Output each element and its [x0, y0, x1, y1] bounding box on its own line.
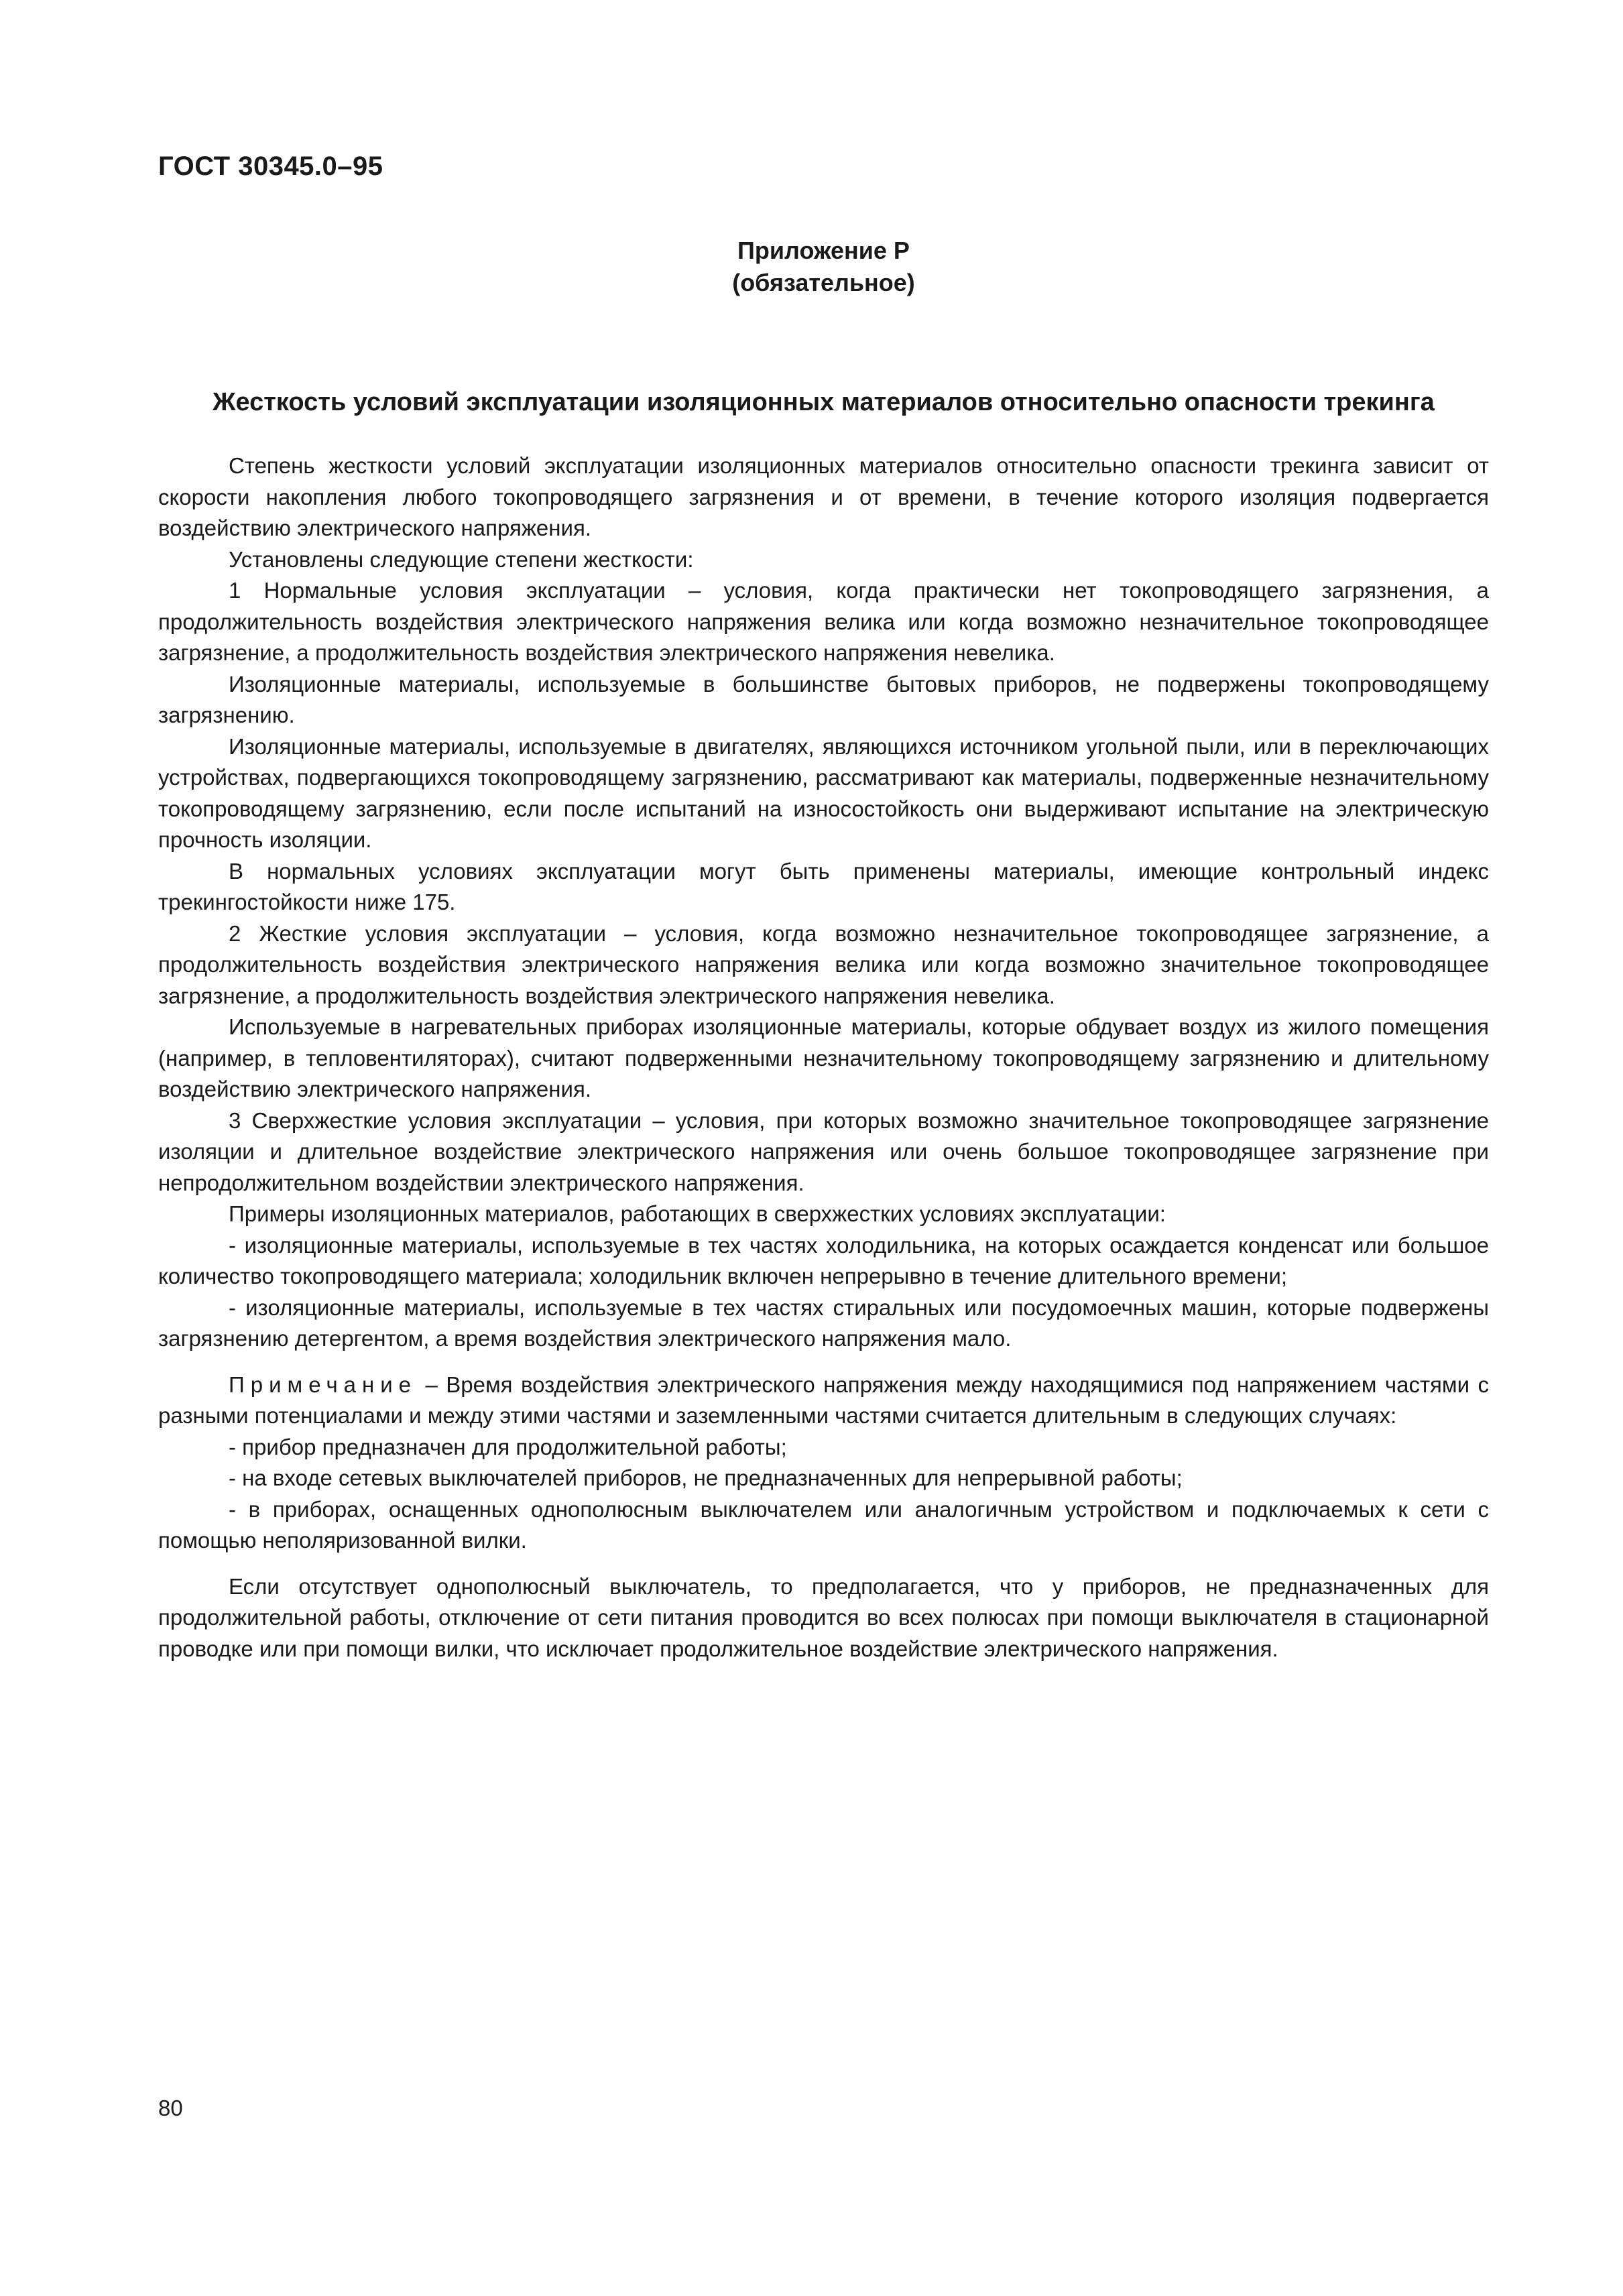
annex-heading [158, 235, 1489, 299]
note-label: Примечание [229, 1372, 418, 1397]
paragraph: Используемые в нагревательных приборах изоляционные материалы, которые обдувает воздух из жилого помещения (например, в тепловентиляторах), считают подверженными незначительному токопроводящему загрязнению и длительному воздействию электрического напряжения. [158, 1014, 1489, 1101]
paragraph: Изоляционные материалы, используемые в большинстве бытовых приборов, не подвержены токопроводящему загрязнению. [158, 671, 1489, 727]
document-code: ГОСТ 30345.0–95 [158, 152, 383, 181]
paragraph: Примеры изоляционных материалов, работающих в сверхжестких условиях эксплуатации: [229, 1201, 1166, 1226]
list-item: - изоляционные материалы, используемые в тех частях стиральных или посудомоечных машин, которые подвержены загрязнению детергентом, а время воздействия электрического напряжения мало. [158, 1294, 1489, 1351]
note-paragraph [158, 1370, 1489, 1432]
paragraph: 2 Жесткие условия эксплуатации – условия, когда возможно незначительное токопроводящее загрязнение, а продолжительность воздействия электрического напряжения велика или когда возможно значительное токопроводящее загрязнение, а продолжительность воздействия электрического напряжения невелика. [158, 920, 1489, 1008]
annex-body [158, 450, 1489, 1665]
paragraph: 3 Сверхжесткие условия эксплуатации – условия, при которых возможно значительное токопроводящее загрязнение изоляции и длительное воздействие электрического напряжения или очень большое токопроводящее загрязнение при непродолжительном воздействии электрического напряжения. [158, 1107, 1489, 1195]
note-item: - прибор предназначен для продолжительной работы; [229, 1434, 787, 1459]
page-number: 80 [158, 2096, 183, 2120]
annex-label: Приложение Р [737, 237, 910, 264]
paragraph: Степень жесткости условий эксплуатации изоляционных материалов относительно опасности трекинга зависит от скорости накопления любого токопроводящего загрязнения и от времени, в течение которого изоляция подвергается воздействию электрического напряжения. [158, 453, 1489, 540]
list-item: - изоляционные материалы, используемые в тех частях холодильника, на которых осаждается конденсат или большое количество токопроводящего материала; холодильник включен непрерывно в течение длительного времени; [158, 1232, 1489, 1288]
note-item: - в приборах, оснащенных однополюсным выключателем или аналогичным устройством и подключаемых к сети с помощью неполяризованной вилки. [158, 1496, 1489, 1553]
annex-status: (обязательное) [732, 269, 915, 296]
paragraph: 1 Нормальные условия эксплуатации – условия, когда практически нет токопроводящего загрязнения, а продолжительность воздействия электрического напряжения велика или когда возможно незначительное токопроводящее загрязнение, а продолжительность воздействия электрического напряжения невелика. [158, 578, 1489, 665]
annex-title: Жесткость условий эксплуатации изоляционных материалов относительно опасности трекинга [213, 388, 1435, 416]
paragraph: Изоляционные материалы, используемые в двигателях, являющихся источником угольной пыли, или в переключающих устройствах, подвергающихся токопроводящему загрязнению, рассматривают как материалы, подверженные незначительному токопроводящему загрязнению, если после испытаний на износостойкость они выдерживают испытание на электрическую прочность изоляции. [158, 733, 1489, 852]
paragraph: Установлены следующие степени жесткости: [229, 546, 694, 572]
closing-paragraph: Если отсутствует однополюсный выключатель, то предполагается, что у приборов, не предназначенных для продолжительной работы, отключение от сети питания проводится во всех полюсах при помощи выключателя в стационарной проводке или при помощи вилки, что исключает продолжительное воздействие электрического напряжения. [158, 1573, 1489, 1661]
note-item: - на входе сетевых выключателей приборов, не предназначенных для непрерывной работы; [229, 1465, 1183, 1490]
note-text: – Время воздействия электрического напряжения между находящимися под напряжением частями с разными потенциалами и между этими частями и заземленными частями считается длительным в следующих случаях: [158, 1372, 1489, 1428]
paragraph: В нормальных условиях эксплуатации могут быть применены материалы, имеющие контрольный индекс трекингостойкости ниже 175. [158, 858, 1489, 914]
